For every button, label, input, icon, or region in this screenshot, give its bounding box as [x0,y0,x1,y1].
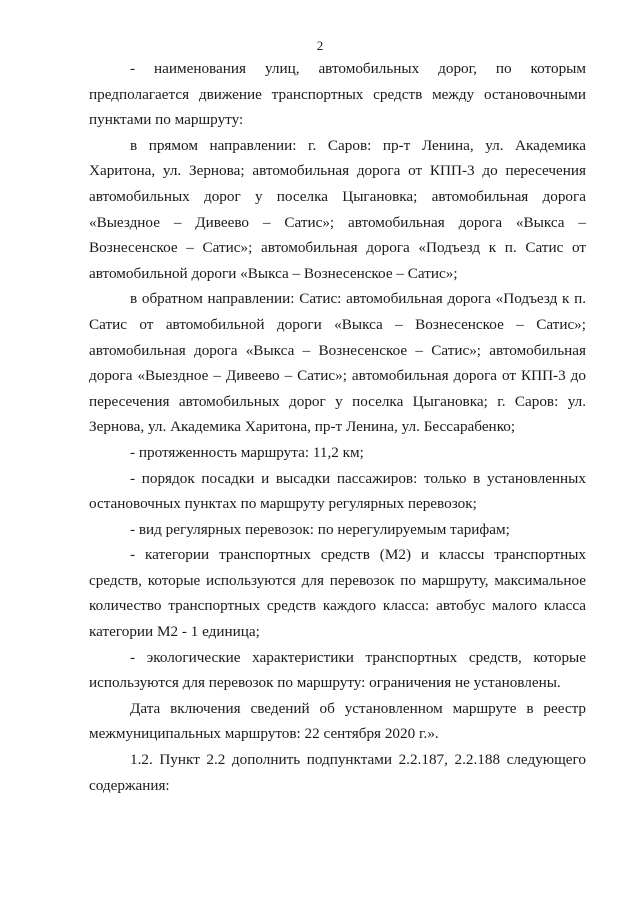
paragraph-item-1-2: 1.2. Пункт 2.2 дополнить подпунктами 2.2.187, 2.2.188 следующего содержания: [89,751,586,794]
paragraph-route-length: - протяженность маршрута: 11,2 км; [130,443,364,461]
paragraph-ecological-characteristics: - экологические характеристики транспортных средств, которые используются для перевозок по маршруту: ограничения не установлены. [89,648,586,692]
document-body [89,56,586,798]
paragraph-route-streets: - наименования улиц, автомобильных дорог, по которым предполагается движение транспортных средств между остановочными пунктами по маршруту: [89,60,586,129]
paragraph-transport-type: - вид регулярных перевозок: по нерегулируемым тарифам; [130,520,510,538]
paragraph-reverse-direction: в обратном направлении: Сатис: автомобильная дорога «Подъезд к п. Сатис от автомобильной дороги «Выкса – Вознесенское – Сатис»; автомобильная дорога «Выкса – Вознесенское – Сатис»; автомобильная дорога «Выездное – Дивеево – Сатис»; автомобильная дорога от КПП-3 до пересечения автомобильных дорог у поселка Цыгановка; г. Саров: ул. Зернова, ул. Академика Харитона, пр-т Ленина, ул. Бессарабенко; [89,290,586,436]
paragraph-vehicle-categories: - категории транспортных средств (М2) и классы транспортных средств, которые используются для перевозок по маршруту, максимальное количество транспортных средств каждого класса: автобус малого класса категории М2 - 1 единица; [89,546,586,641]
paragraph-boarding-order: - порядок посадки и высадки пассажиров: только в установленных остановочных пунктах по маршруту регулярных перевозок; [89,469,586,513]
page-number: 2 [316,38,324,53]
paragraph-forward-direction: в прямом направлении: г. Саров: пр-т Ленина, ул. Академика Харитона, ул. Зернова; автомобильная дорога от КПП-3 до пересечения автомобильных дорог у поселка Цыгановка; автомобильная дорога «Выездное – Дивеево – Сатис»; автомобильная дорога «Выкса – Вознесенское – Сатис»; автомобильная дорога «Подъезд к п. Сатис от автомобильной дороги «Выкса – Вознесенское – Сатис»; [89,136,586,282]
paragraph-registry-date: Дата включения сведений об установленном маршруте в реестр межмуниципальных маршрутов: 22 сентября 2020 г.». [89,699,586,743]
